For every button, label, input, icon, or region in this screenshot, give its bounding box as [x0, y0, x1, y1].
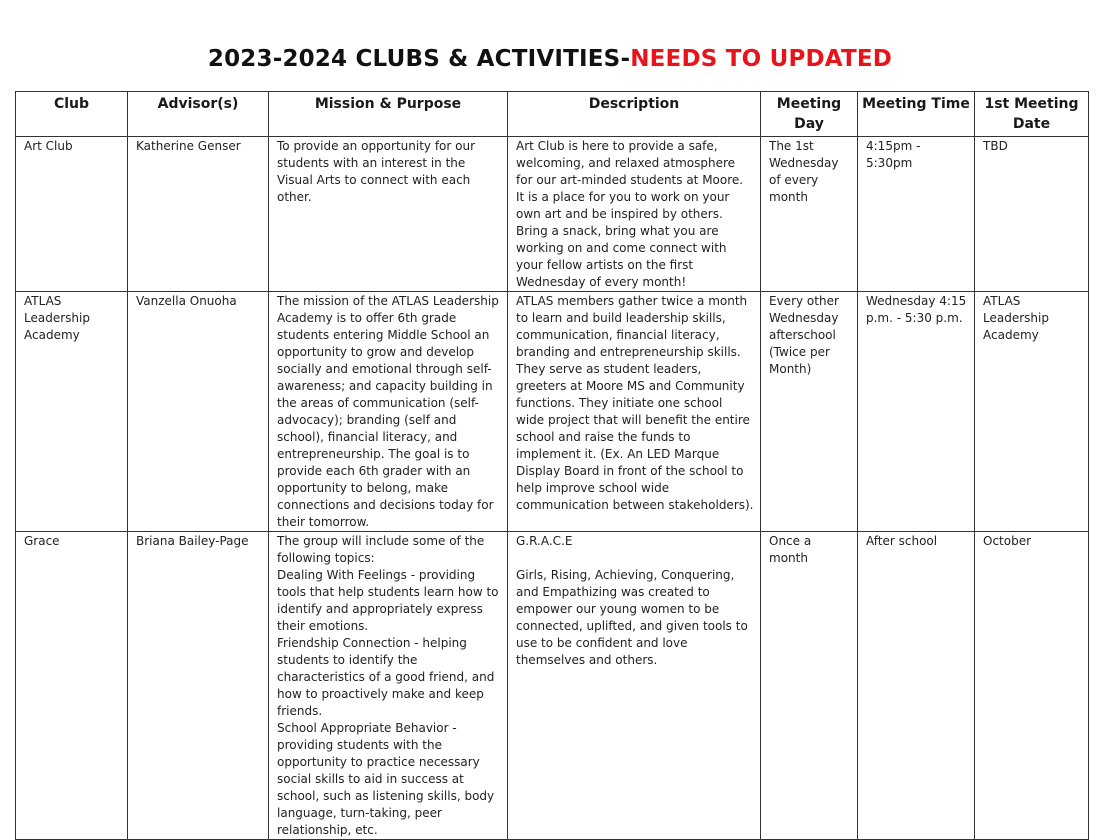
cell-meeting-day: Every other Wednesday afterschool (Twice per Month)	[761, 292, 858, 532]
title-alert: NEEDS TO UPDATED	[630, 46, 893, 72]
cell-meeting-day: The 1st Wednesday of every month	[761, 137, 858, 292]
cell-description: G.R.A.C.E Girls, Rising, Achieving, Conquering, and Empathizing was created to empower our young women to be connected, uplifted, and given tools to use to be confident and love themselves and others.	[508, 532, 761, 840]
header-mission: Mission & Purpose	[269, 92, 508, 137]
cell-meeting-time: After school	[858, 532, 975, 840]
cell-first-meeting: TBD	[975, 137, 1089, 292]
header-meeting-day: Meeting Day	[761, 92, 858, 137]
cell-club: Art Club	[16, 137, 128, 292]
header-advisors: Advisor(s)	[128, 92, 269, 137]
cell-first-meeting: October	[975, 532, 1089, 840]
cell-meeting-day: Once a month	[761, 532, 858, 840]
title-main: 2023-2024 CLUBS & ACTIVITIES-	[207, 46, 631, 72]
header-first-meeting: 1st Meeting Date	[975, 92, 1089, 137]
table-header-row	[16, 92, 1089, 137]
page-title	[0, 46, 1100, 72]
table-row	[16, 137, 1089, 292]
cell-meeting-time: Wednesday 4:15 p.m. - 5:30 p.m.	[858, 292, 975, 532]
table-row	[16, 532, 1089, 840]
cell-first-meeting: ATLAS Leadership Academy	[975, 292, 1089, 532]
table-row	[16, 292, 1089, 532]
cell-advisor: Briana Bailey-Page	[128, 532, 269, 840]
cell-club: Grace	[16, 532, 128, 840]
cell-meeting-time: 4:15pm - 5:30pm	[858, 137, 975, 292]
cell-advisor: Vanzella Onuoha	[128, 292, 269, 532]
cell-mission: To provide an opportunity for our students with an interest in the Visual Arts to connect with each other.	[269, 137, 508, 292]
cell-advisor: Katherine Genser	[128, 137, 269, 292]
header-club: Club	[16, 92, 128, 137]
header-meeting-time: Meeting Time	[858, 92, 975, 137]
cell-mission: The group will include some of the following topics: Dealing With Feelings - providing tools that help students learn how to identify and appropriately express their emotions. Friendship Connection - helping students to identify the characteristics of a good friend, and how to proactively make and keep friends. School Appropriate Behavior - providing students with the opportunity to practice necessary social skills to aid in success at school, such as listening skills, body language, turn-taking, peer relationship, etc.	[269, 532, 508, 840]
cell-mission: The mission of the ATLAS Leadership Academy is to offer 6th grade students entering Middle School an opportunity to grow and develop socially and emotional through self-awareness; and capacity building in the areas of communication (self-advocacy); branding (self and school), financial literacy, and entrepreneurship. The goal is to provide each 6th grader with an opportunity to belong, make connections and decisions today for their tomorrow.	[269, 292, 508, 532]
cell-club: ATLAS Leadership Academy	[16, 292, 128, 532]
header-description: Description	[508, 92, 761, 137]
cell-description: ATLAS members gather twice a month to learn and build leadership skills, communication, financial literacy, branding and entrepreneurship skills. They serve as student leaders, greeters at Moore MS and Community functions. They initiate one school wide project that will benefit the entire school and raise the funds to implement it. (Ex. An LED Marque Display Board in front of the school to help improve school wide communication between stakeholders).	[508, 292, 761, 532]
cell-description: Art Club is here to provide a safe, welcoming, and relaxed atmosphere for our art-minded students at Moore. It is a place for you to work on your own art and be inspired by others. Bring a snack, bring what you are working on and come connect with your fellow artists on the first Wednesday of every month!	[508, 137, 761, 292]
clubs-table	[15, 91, 1089, 840]
